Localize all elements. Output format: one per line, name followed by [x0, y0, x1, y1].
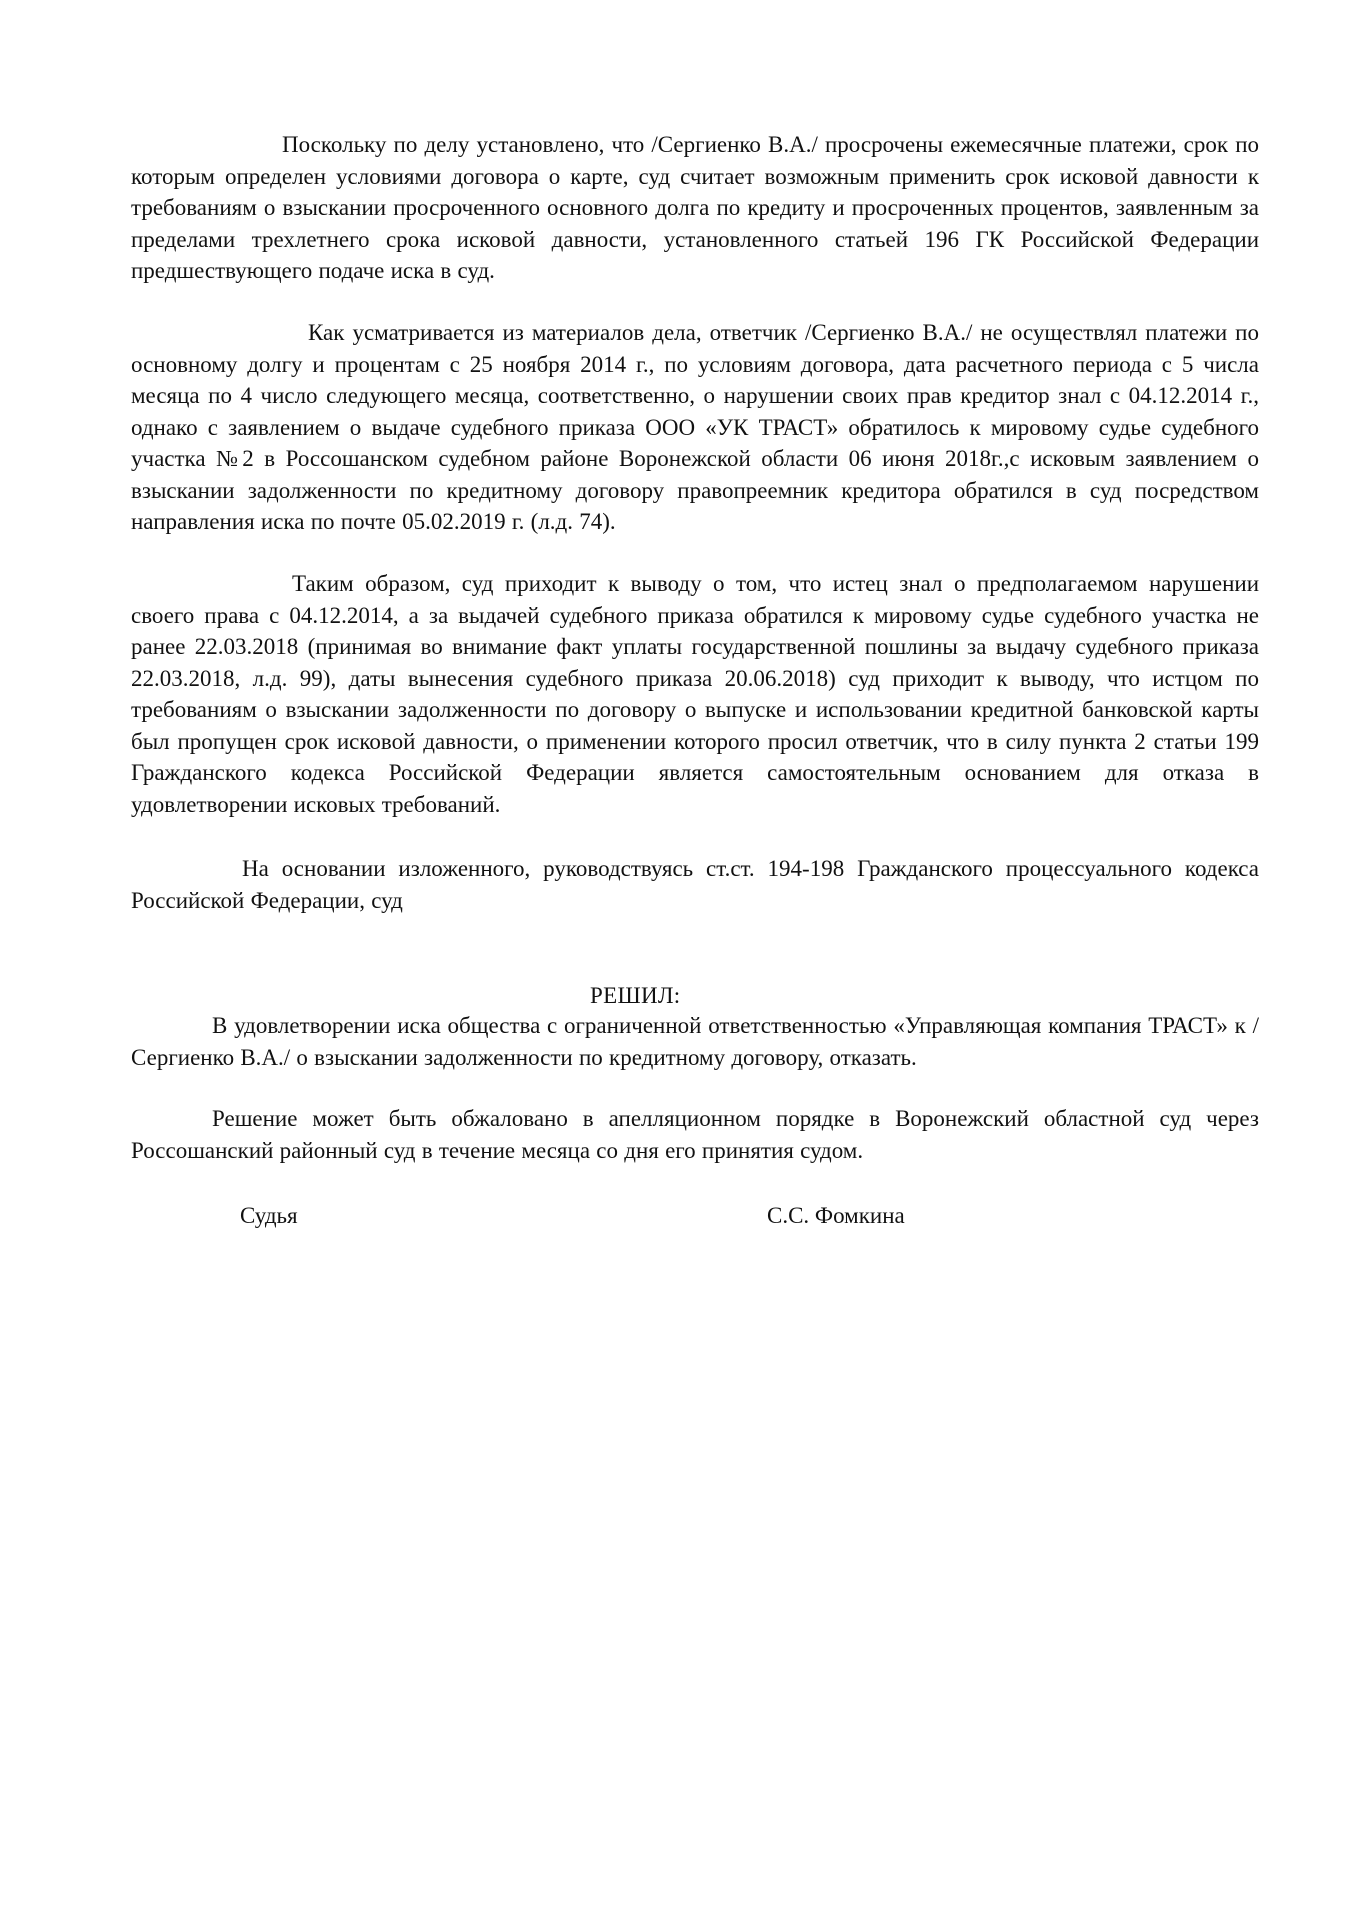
paragraph-decision: В удовлетворении иска общества с ограниченной ответственностью «Управляющая компания ТРАСТ» к /Сергиенко В.А./ о взыскании задолженности по кредитному договору, отказать. — [131, 1013, 1259, 1070]
paragraph-case-materials: Как усматривается из материалов дела, ответчик /Сергиенко В.А./ не осуществлял платежи по основному долгу и процентам с 25 ноября 2014 г., по условиям договора, дата расчетного периода с 5 числа месяца по 4 число следующего месяца, соответственно, о нарушении своих прав кредитор знал с 04.12.2014 г., однако с заявлением о выдаче судебного приказа ООО «УК ТРАСТ» обратилось к мировому судье судебного участка №2 в Россошанском судебном районе Воронежской области 06 июня 2018г.,с исковым заявлением о взыскании задолженности по кредитному договору правопреемник кредитора обратился в суд посредством направления иска по почте 05.02.2019 г. (л.д. 74). — [131, 320, 1259, 534]
paragraph-legal-basis: На основании изложенного, руководствуясь ст.ст. 194-198 Гражданского процессуального кодекса Российской Федерации, суд — [131, 856, 1259, 913]
paragraph-court-conclusion: Таким образом, суд приходит к выводу о том, что истец знал о предполагаемом нарушении своего права с 04.12.2014, а за выдачей судебного приказа обратился к мировому судье судебного участка не ранее 22.03.2018 (принимая во внимание факт уплаты государственной пошлины за выдачу судебного приказа 22.03.2018, л.д. 99), даты вынесения судебного приказа 20.06.2018) суд приходит к выводу, что истцом по требованиям о взыскании задолженности по договору о выпуске и использовании кредитной банковской карты был пропущен срок исковой давности, о применении которого просил ответчик, что в силу пункта 2 статьи 199 Гражданского кодекса Российской Федерации является самостоятельным основанием для отказа в удовлетворении исковых требований. — [131, 571, 1259, 817]
paragraph-appeal-notice: Решение может быть обжаловано в апелляционном порядке в Воронежский областной суд через Россошанский районный суд в течение месяца со дня его принятия судом. — [131, 1106, 1259, 1163]
decision-heading: РЕШИЛ: — [590, 983, 681, 1008]
paragraph-limitation-period: Поскольку по делу установлено, что /Сергиенко В.А./ просрочены ежемесячные платежи, срок по которым определен условиями договора о карте, суд считает возможным применить срок исковой давности к требованиям о взыскании просроченного основного долга по кредиту и просроченных процентов, заявленным за пределами трехлетнего срока исковой давности, установленного статьей 196 ГК Российской Федерации предшествующего подаче иска в суд. — [131, 132, 1259, 283]
signature-label: Судья — [240, 1203, 298, 1228]
judge-name: С.С. Фомкина — [767, 1203, 905, 1228]
